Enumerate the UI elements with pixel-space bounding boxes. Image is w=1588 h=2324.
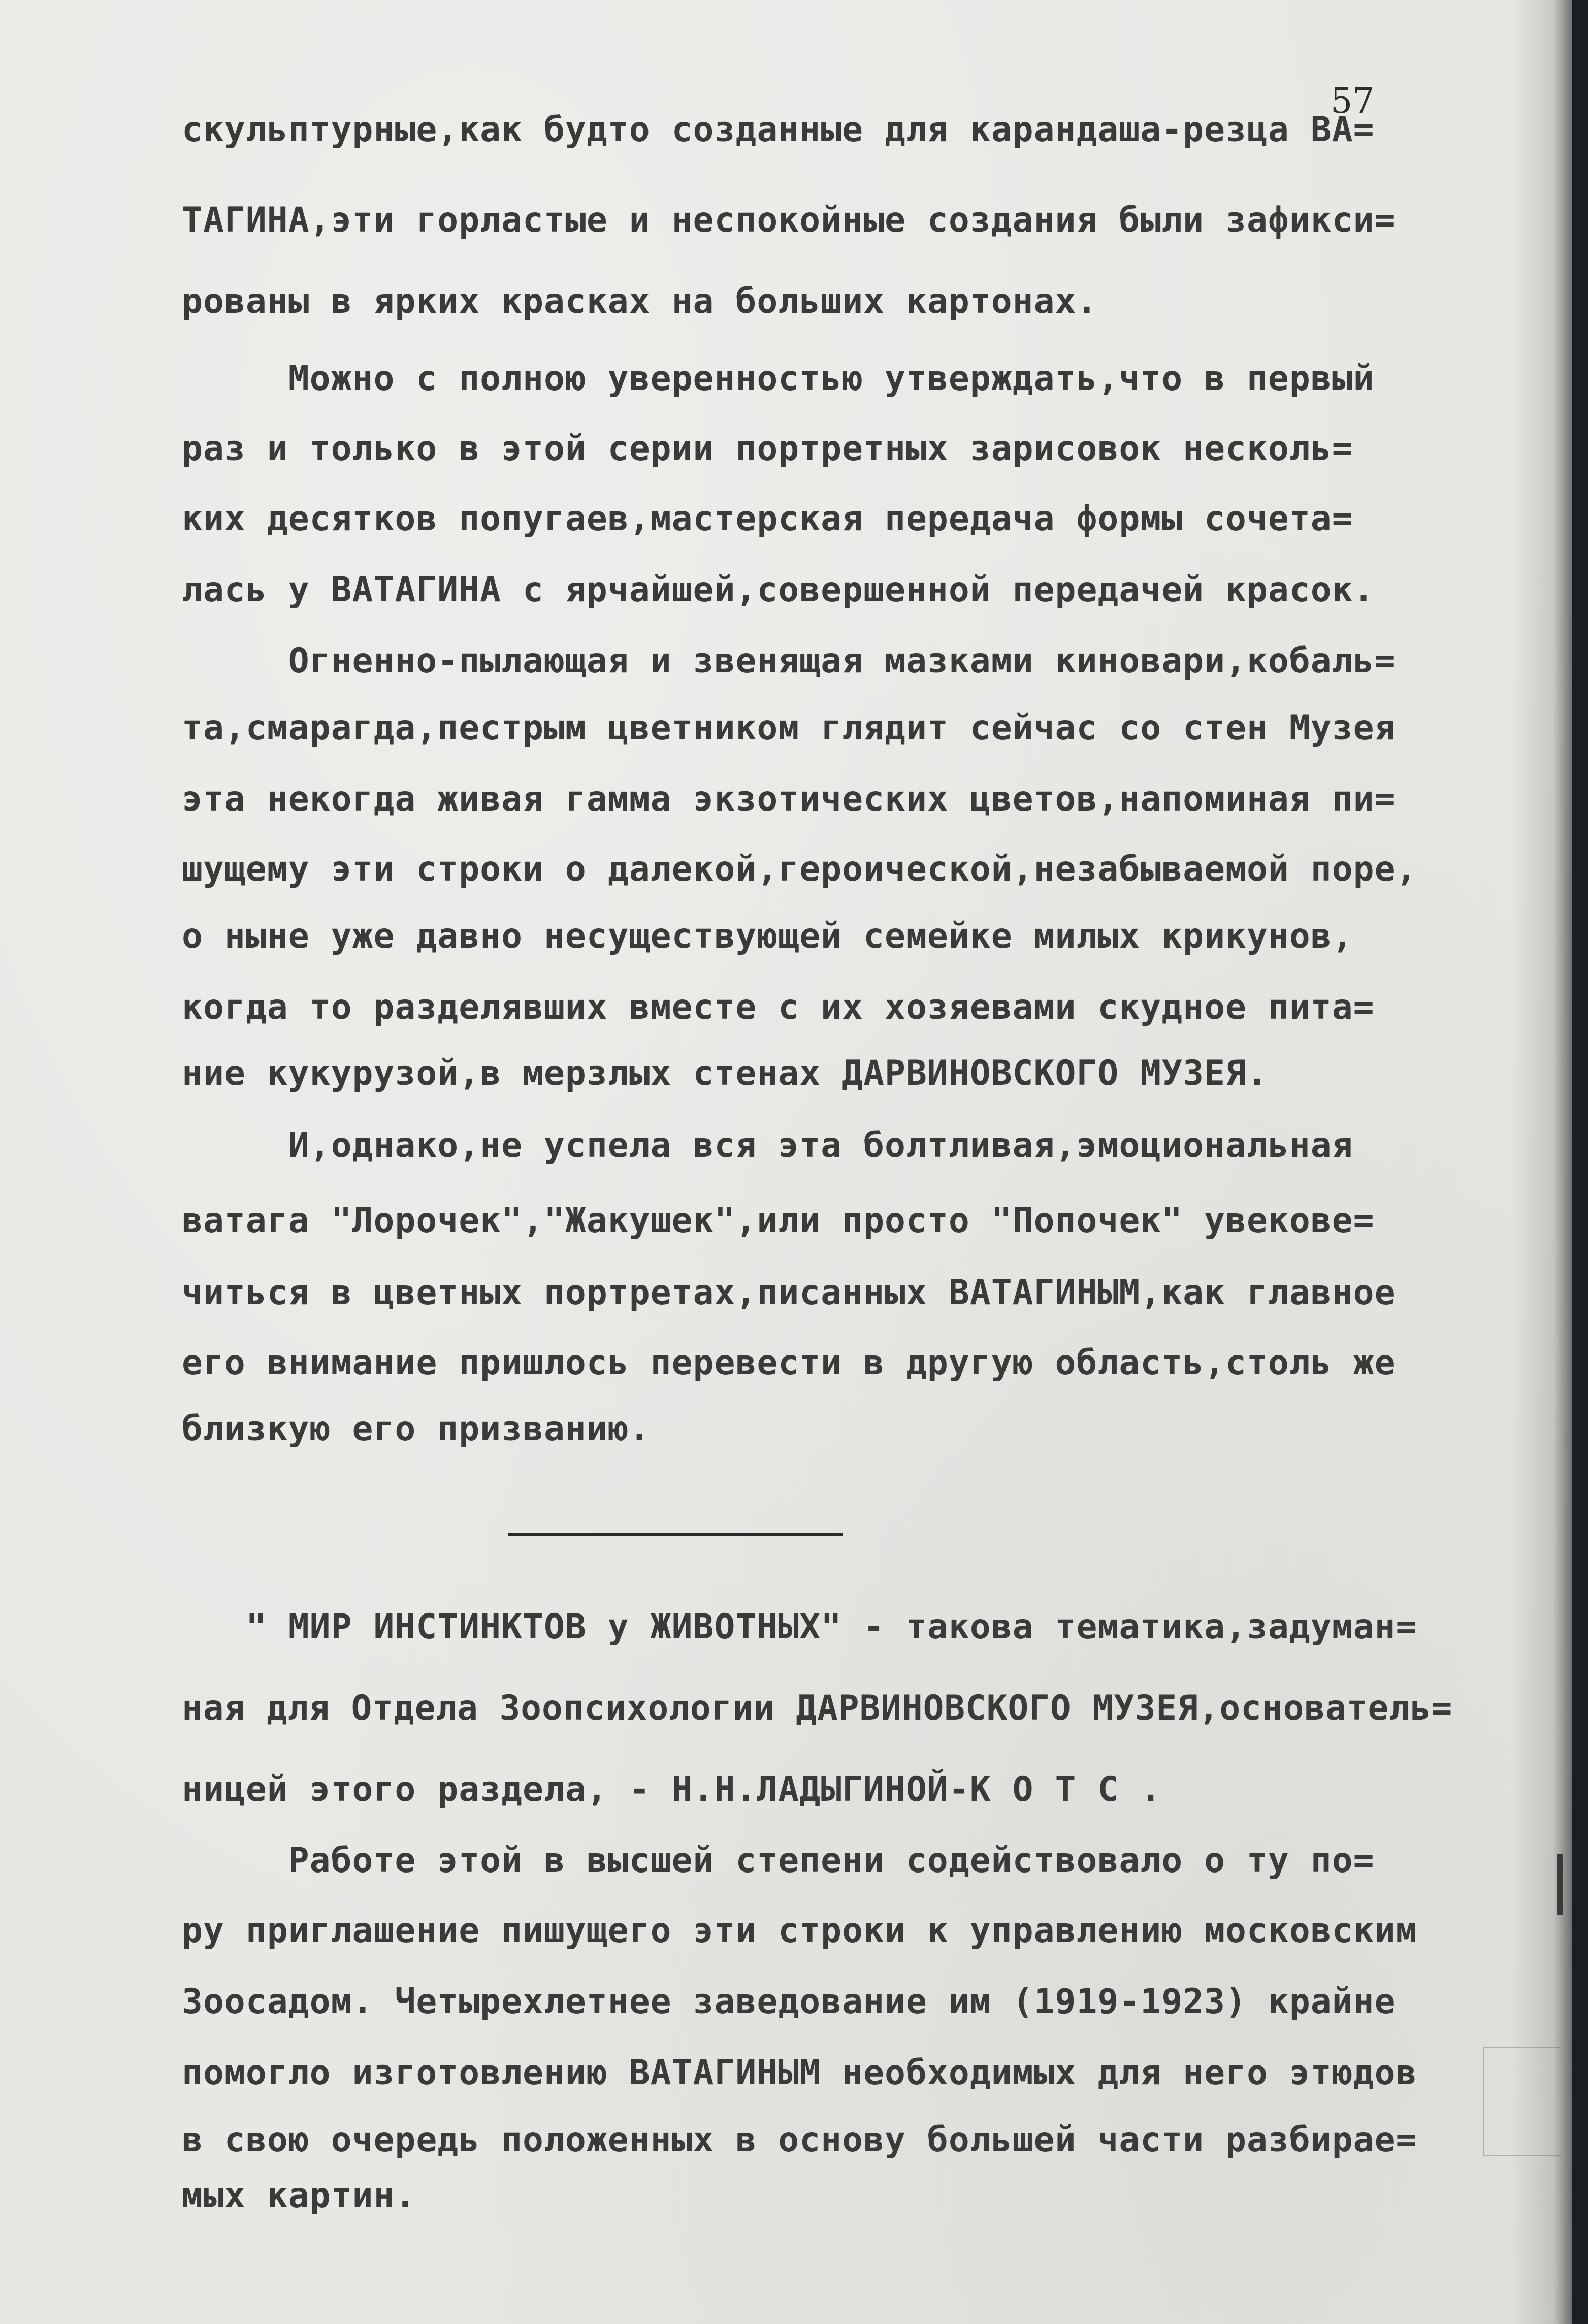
text-line: мых картин. [182,2176,416,2216]
text-line: когда то разделявших вместе с их хозяевами скудное пита= [182,987,1375,1027]
text-line: Можно с полною уверенностью утверждать,что в первый [182,359,1375,399]
text-line: ная для Отдела Зоопсихологии ДАРВИНОВСКОГО МУЗЕЯ,основатель= [182,1688,1453,1728]
text-line: ницей этого раздела, - Н.Н.ЛАДЫГИНОЙ-К О Т С . [182,1769,1162,1810]
text-line: Зоосадом. Четырехлетнее заведование им (1919-1923) крайне [182,1982,1396,2022]
page-number: 57 [1331,81,1375,121]
text-line: ние кукурузой,в мерзлых стенах ДАРВИНОВСКОГО МУЗЕЯ. [182,1053,1268,1093]
text-line: скульптурные,как будто созданные для карандаша-резца ВА= [182,110,1375,150]
text-line: та,смарагда,пестрым цветником глядит сейчас со стен Музея [182,708,1396,748]
text-line: ру приглашение пишущего эти строки к управлению московским [182,1911,1417,1951]
text-line: И,однако,не успела вся эта болтливая,эмоциональная [182,1125,1353,1166]
text-line: о ныне уже давно несуществующей семейке милых крикунов, [182,916,1353,956]
text-line: близкую его призванию. [182,1409,651,1449]
text-line: рованы в ярких красках на больших картонах. [182,281,1098,321]
text-line: ких десятков попугаев,мастерская передача формы сочета= [182,499,1353,539]
page-edge-shadow [1511,0,1572,2324]
section-divider [508,1533,843,1536]
text-line: ТАГИНА,эти горластые и неспокойные создания были зафикси= [182,200,1396,240]
text-line: Огненно-пылающая и звенящая мазками киновари,кобаль= [182,641,1396,681]
text-line: его внимание пришлось перевести в другую область,столь же [182,1343,1396,1383]
text-line: ватага "Лорочек","Жакушек",или просто "Попочек" увекове= [182,1201,1375,1241]
text-line: шущему эти строки о далекой,героической,незабываемой поре, [182,849,1417,889]
text-line: Работе этой в высшей степени содействовало о ту по= [182,1841,1375,1881]
text-line: в свою очередь положенных в основу большей части разбирае= [182,2120,1417,2160]
text-line: помогло изготовлению ВАТАГИНЫМ необходимых для него этюдов [182,2053,1417,2093]
text-line: лась у ВАТАГИНА с ярчайшей,совершенной передачей красок. [182,570,1375,610]
margin-mark [1557,1854,1563,1915]
text-line: раз и только в этой серии портретных зарисовок несколь= [182,429,1353,469]
text-line: эта некогда живая гамма экзотических цветов,напоминая пи= [182,779,1396,819]
archive-stamp [1483,2047,1561,2156]
text-line: " МИР ИНСТИНКТОВ у ЖИВОТНЫХ" - такова тематика,задуман= [182,1607,1417,1647]
text-line: читься в цветных портретах,писанных ВАТАГИНЫМ,как главное [182,1273,1396,1313]
